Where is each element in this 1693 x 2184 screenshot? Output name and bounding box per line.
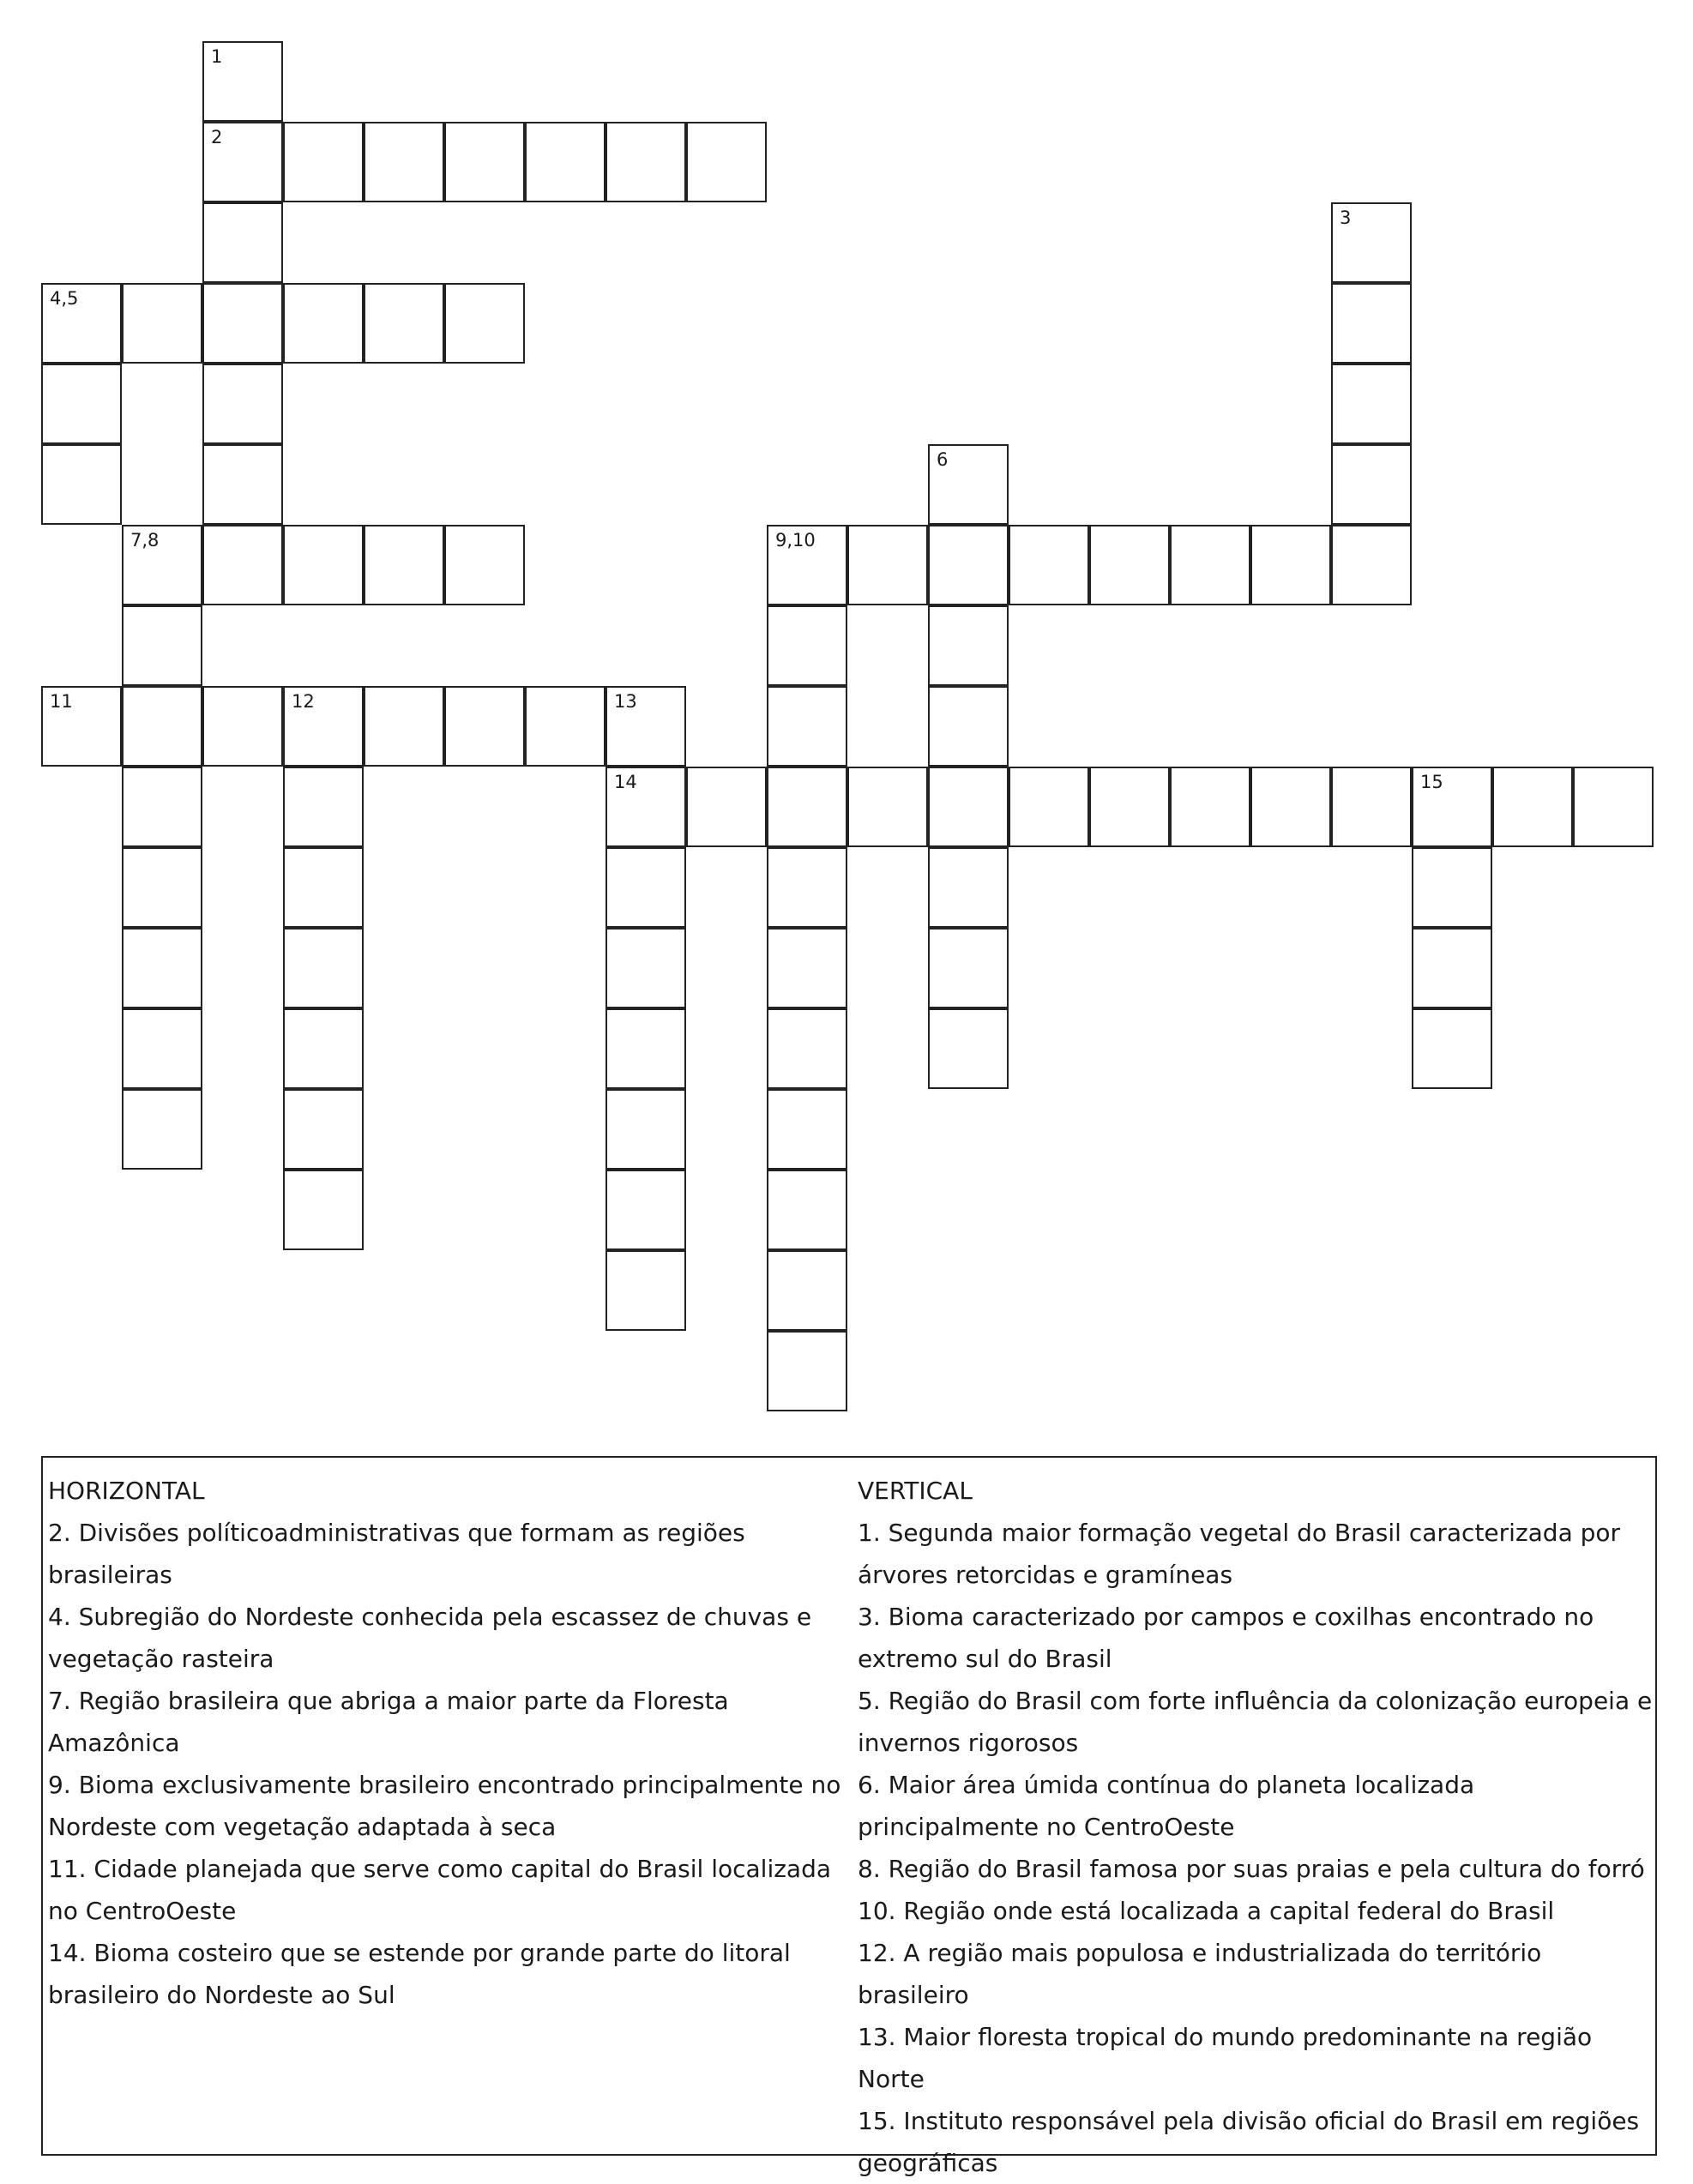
clue-number: 11: [50, 691, 73, 712]
crossword-cell[interactable]: [1331, 525, 1412, 605]
horizontal-heading: HORIZONTAL: [48, 1477, 205, 1505]
crossword-cell[interactable]: [767, 928, 847, 1008]
crossword-cell[interactable]: [283, 283, 364, 364]
crossword-cell[interactable]: [1170, 767, 1250, 847]
crossword-cell[interactable]: [606, 1170, 686, 1250]
crossword-cell[interactable]: [606, 122, 686, 202]
crossword-cell[interactable]: [41, 686, 122, 767]
clue-number: 1: [211, 46, 223, 67]
crossword-cell[interactable]: [767, 525, 847, 605]
clue-down-15: 15. Instituto responsável pela divisão oficial do Brasil em regiões geográficas: [858, 2107, 1640, 2177]
crossword-cell[interactable]: [767, 1008, 847, 1089]
crossword-cell[interactable]: [606, 1250, 686, 1331]
crossword-cell[interactable]: [767, 1331, 847, 1411]
crossword-cell[interactable]: [41, 444, 122, 525]
crossword-cell[interactable]: [444, 283, 525, 364]
crossword-cell[interactable]: [122, 605, 202, 686]
crossword-cell[interactable]: [122, 1089, 202, 1170]
crossword-cell[interactable]: [606, 847, 686, 928]
crossword-cell[interactable]: [1412, 767, 1492, 847]
crossword-cell[interactable]: [525, 686, 606, 767]
crossword-cell[interactable]: [1573, 767, 1654, 847]
crossword-cell[interactable]: [202, 122, 283, 202]
crossword-cell[interactable]: [122, 1008, 202, 1089]
vertical-heading: VERTICAL: [858, 1477, 973, 1505]
crossword-cell[interactable]: [202, 525, 283, 605]
crossword-cell[interactable]: [1331, 202, 1412, 283]
clue-number: 9,10: [775, 530, 816, 551]
crossword-cell[interactable]: [928, 525, 1009, 605]
crossword-cell[interactable]: [283, 1008, 364, 1089]
clue-across-14: 14. Bioma costeiro que se estende por grande parte do litoral brasileiro do Nordeste ao Sul: [48, 1939, 791, 2009]
crossword-cell[interactable]: [928, 686, 1009, 767]
crossword-cell[interactable]: [847, 525, 928, 605]
clue-number: 13: [614, 691, 637, 712]
crossword-cell[interactable]: [122, 525, 202, 605]
crossword-cell[interactable]: [283, 928, 364, 1008]
clue-down-8: 8. Região do Brasil famosa por suas praias e pela cultura do forró: [858, 1855, 1645, 1883]
crossword-cell[interactable]: [283, 525, 364, 605]
crossword-cell[interactable]: [1250, 525, 1331, 605]
crossword-cell[interactable]: [606, 767, 686, 847]
crossword-cell[interactable]: [122, 767, 202, 847]
crossword-cell[interactable]: [928, 605, 1009, 686]
clue-across-9: 9. Bioma exclusivamente brasileiro encontrado principalmente no Nordeste com vegetação adaptada à seca: [48, 1771, 841, 1841]
clue-down-10: 10. Região onde está localizada a capital federal do Brasil: [858, 1897, 1555, 1925]
crossword-cell[interactable]: [767, 1089, 847, 1170]
crossword-cell[interactable]: [1331, 444, 1412, 525]
horizontal-clues: [48, 1470, 854, 2016]
crossword-cell[interactable]: [767, 847, 847, 928]
clue-number: 12: [292, 691, 315, 712]
crossword-cell[interactable]: [364, 122, 444, 202]
crossword-cell[interactable]: [202, 686, 283, 767]
crossword-cell[interactable]: [283, 847, 364, 928]
crossword-cell[interactable]: [606, 686, 686, 767]
crossword-cell[interactable]: [686, 767, 767, 847]
clues-box: [41, 1456, 1657, 2177]
clue-down-12: 12. A região mais populosa e industrializada do território brasileiro: [858, 1939, 1542, 2009]
crossword-cell[interactable]: [1089, 767, 1170, 847]
crossword-cell[interactable]: [122, 686, 202, 767]
crossword-cell[interactable]: [364, 686, 444, 767]
crossword-cell[interactable]: [283, 767, 364, 847]
crossword-cell[interactable]: [767, 1250, 847, 1331]
clue-down-1: 1. Segunda maior formação vegetal do Brasil caracterizada por árvores retorcidas e gramíneas: [858, 1519, 1621, 1589]
clue-number: 4,5: [50, 288, 79, 309]
clue-number: 14: [614, 772, 637, 792]
clue-across-7: 7. Região brasileira que abriga a maior parte da Floresta Amazônica: [48, 1687, 729, 1757]
crossword-cell[interactable]: [928, 928, 1009, 1008]
crossword-cell[interactable]: [202, 202, 283, 283]
clue-number: 3: [1340, 208, 1352, 228]
crossword-cell[interactable]: [283, 1170, 364, 1250]
clue-across-2: 2. Divisões políticoadministrativas que formam as regiões brasileiras: [48, 1519, 745, 1589]
crossword-cell[interactable]: [767, 1170, 847, 1250]
crossword-cell[interactable]: [1250, 767, 1331, 847]
clue-down-5: 5. Região do Brasil com forte influência da colonização europeia e invernos rigorosos: [858, 1687, 1653, 1757]
vertical-clues: [858, 1470, 1655, 2184]
crossword-cell[interactable]: [41, 364, 122, 444]
crossword-cell[interactable]: [122, 928, 202, 1008]
clue-across-4: 4. Subregião do Nordeste conhecida pela escassez de chuvas e vegetação rasteira: [48, 1603, 812, 1673]
crossword-cell[interactable]: [444, 122, 525, 202]
crossword-cell[interactable]: [686, 122, 767, 202]
crossword-cell[interactable]: [1412, 847, 1492, 928]
clue-down-6: 6. Maior área úmida contínua do planeta localizada principalmente no CentroOeste: [858, 1771, 1475, 1841]
crossword-cell[interactable]: [364, 525, 444, 605]
crossword-cell[interactable]: [767, 605, 847, 686]
crossword-cell[interactable]: [283, 686, 364, 767]
clue-across-11: 11. Cidade planejada que serve como capital do Brasil localizada no CentroOeste: [48, 1855, 832, 1925]
crossword-cell[interactable]: [1009, 525, 1089, 605]
crossword-cell[interactable]: [847, 767, 928, 847]
clue-number: 15: [1420, 772, 1443, 792]
crossword-cell[interactable]: [1009, 767, 1089, 847]
crossword-cell[interactable]: [41, 283, 122, 364]
crossword-cell[interactable]: [767, 767, 847, 847]
crossword-cell[interactable]: [1331, 283, 1412, 364]
crossword-cell[interactable]: [122, 283, 202, 364]
crossword-cell[interactable]: [444, 525, 525, 605]
clue-number: 6: [937, 449, 949, 470]
crossword-cell[interactable]: [364, 283, 444, 364]
crossword-cell[interactable]: [928, 1008, 1009, 1089]
clue-down-13: 13. Maior floresta tropical do mundo predominante na região Norte: [858, 2023, 1593, 2093]
crossword-cell[interactable]: [606, 1008, 686, 1089]
crossword-cell[interactable]: [767, 686, 847, 767]
crossword-cell[interactable]: [283, 1089, 364, 1170]
crossword-cell[interactable]: [1331, 767, 1412, 847]
crossword-cell[interactable]: [283, 122, 364, 202]
crossword-cell[interactable]: [1412, 928, 1492, 1008]
crossword-cell[interactable]: [444, 686, 525, 767]
crossword-cell[interactable]: [1170, 525, 1250, 605]
crossword-cell[interactable]: [928, 847, 1009, 928]
crossword-cell[interactable]: [1331, 364, 1412, 444]
crossword-cell[interactable]: [928, 767, 1009, 847]
crossword-cell[interactable]: [928, 444, 1009, 525]
crossword-cell[interactable]: [202, 364, 283, 444]
crossword-cell[interactable]: [1089, 525, 1170, 605]
crossword-cell[interactable]: [525, 122, 606, 202]
crossword-cell[interactable]: [1412, 1008, 1492, 1089]
crossword-cell[interactable]: [202, 41, 283, 122]
crossword-cell[interactable]: [122, 847, 202, 928]
crossword-cell[interactable]: [1492, 767, 1573, 847]
crossword-cell[interactable]: [606, 928, 686, 1008]
crossword-cell[interactable]: [202, 444, 283, 525]
clue-number: 7,8: [130, 530, 160, 551]
clue-number: 2: [211, 127, 223, 147]
clue-down-3: 3. Bioma caracterizado por campos e coxilhas encontrado no extremo sul do Brasil: [858, 1603, 1594, 1673]
crossword-cell[interactable]: [202, 283, 283, 364]
crossword-cell[interactable]: [606, 1089, 686, 1170]
